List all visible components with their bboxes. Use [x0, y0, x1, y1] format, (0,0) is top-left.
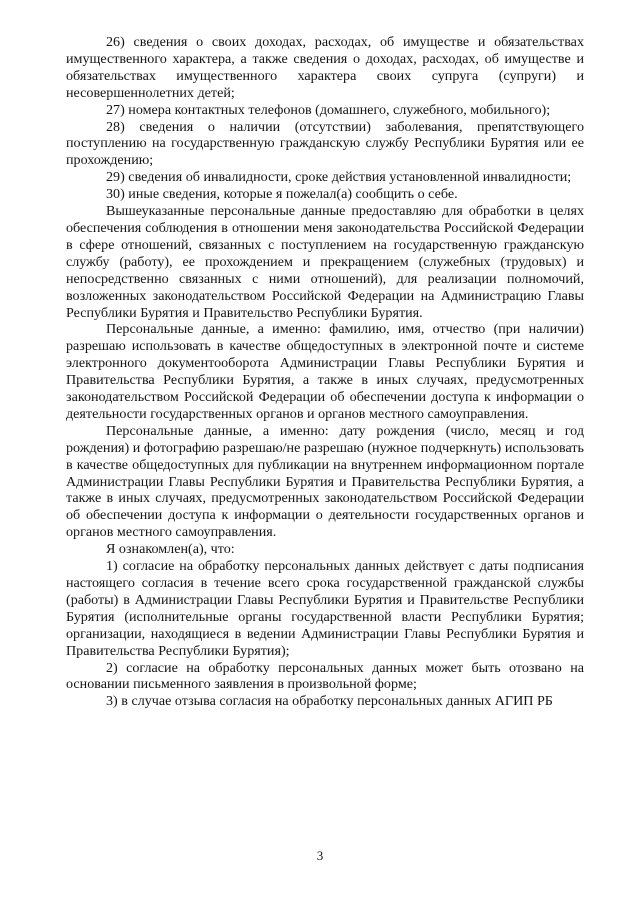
document-body — [66, 34, 584, 710]
paragraph-processing-purpose: Вышеуказанные персональные данные предоставляю для обработки в целях обеспечения соблюдения в отношении меня законодательства Российской Федерации в сфере отношений, связанных с поступлением на государственную гражданскую службу (работу), ее прохождением и прекращением (служебных (трудовых) и непосредственно связанных с ними отношений), для реализации полномочий, возложенных законодательством Российской Федерации на Администрацию Главы Республики Бурятия и Правительство Республики Бурятия. — [66, 203, 584, 321]
paragraph-item-28: 28) сведения о наличии (отсутствии) заболевания, препятствующего поступлению на государственную гражданскую службу Республики Бурятия или ее прохождению; — [66, 118, 584, 169]
paragraph-item-27: 27) номера контактных телефонов (домашнего, служебного, мобильного); — [106, 101, 551, 118]
paragraph-public-name-data: Персональные данные, а именно: фамилию, имя, отчество (при наличии) разрешаю использовать в качестве общедоступных в электронной почте и системе электронного документооборота Администрации Главы Республики Бурятия и Правительства Республики Бурятия, а также в иных случаях, предусмотренных законодательством Российской Федерации об обеспечении доступа к информации о деятельности государственных органов и органов местного самоуправления. — [66, 321, 584, 422]
page-number: 3 — [316, 848, 324, 863]
paragraph-consent-term-3: 3) в случае отзыва согласия на обработку персональных данных АГИП РБ — [106, 693, 553, 710]
paragraph-acknowledgement: Я ознакомлен(а), что: — [106, 541, 235, 558]
paragraph-consent-term-2: 2) согласие на обработку персональных данных может быть отозвано на основании письменного заявления в произвольной форме; — [66, 659, 584, 693]
paragraph-item-30: 30) иные сведения, которые я пожелал(а) сообщить о себе. — [106, 186, 458, 203]
paragraph-item-29: 29) сведения об инвалидности, сроке действия установленной инвалидности; — [106, 169, 572, 186]
paragraph-item-26: 26) сведения о своих доходах, расходах, об имуществе и обязательствах имущественного характера, а также сведения о доходах, расходах, об имуществе и обязательствах имущественного характера своих супруга (супруги) и несовершеннолетних детей; — [66, 34, 584, 101]
paragraph-consent-term-1: 1) согласие на обработку персональных данных действует с даты подписания настоящего согласия в течение всего срока государственной гражданской службы (работы) в Администрации Главы Республики Бурятия и Правительстве Республики Бурятия (исполнительные органы государственной власти Республики Бурятия; организации, находящиеся в ведении Администрации Главы Республики Бурятия и Правительства Республики Бурятия); — [66, 558, 584, 659]
paragraph-public-birthdate-photo: Персональные данные, а именно: дату рождения (число, месяц и год рождения) и фотографию разрешаю/не разрешаю (нужное подчеркнуть) использовать в качестве общедоступных для публикации на внутреннем информационном портале Администрации Главы Республики Бурятия и Правительства Республики Бурятия, а также в иных случаях, предусмотренных законодательством Российской Федерации об обеспечении доступа к информации о деятельности государственных органов и органов местного самоуправления. — [66, 422, 584, 541]
